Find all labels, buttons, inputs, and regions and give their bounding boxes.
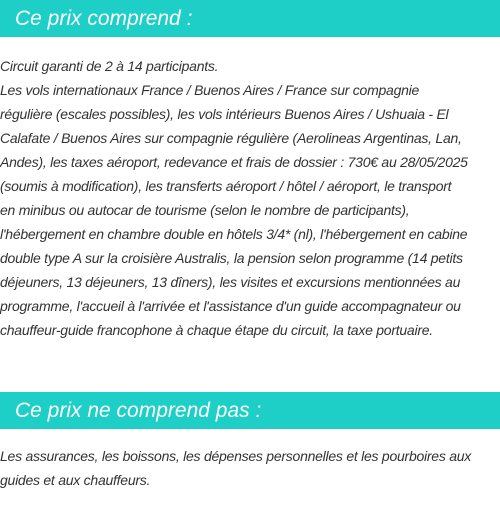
includes-line: programme, l'accueil à l'arrivée et l'assistance d'un guide accompagnateur ou <box>0 298 461 314</box>
includes-section-header <box>0 0 500 37</box>
excludes-heading: Ce prix ne comprend pas : <box>15 398 262 422</box>
includes-line: l'hébergement en chambre double en hôtels 3/4* (nl), l'hébergement en cabine <box>0 226 468 242</box>
includes-line: déjeuners, 13 déjeuners, 13 dîners), les visites et excursions mentionnées au <box>0 274 461 290</box>
includes-line: double type A sur la croisière Australis, la pension selon programme (14 petits <box>0 250 463 266</box>
excludes-section-header <box>0 392 500 429</box>
excludes-line: Les assurances, les boissons, les dépenses personnelles et les pourboires aux <box>0 448 472 464</box>
includes-heading: Ce prix comprend : <box>15 6 193 30</box>
includes-line: chauffeur-guide francophone à chaque étape du circuit, la taxe portuaire. <box>0 322 433 338</box>
excludes-line: guides et aux chauffeurs. <box>0 472 151 488</box>
includes-description <box>0 54 500 342</box>
includes-line: (soumis à modification), les transferts aéroport / hôtel / aéroport, le transport <box>0 178 452 194</box>
includes-line: régulière (escales possibles), les vols intérieurs Buenos Aires / Ushuaia - El <box>0 106 449 122</box>
includes-line: Circuit garanti de 2 à 14 participants. <box>0 58 219 74</box>
excludes-description <box>0 444 500 492</box>
includes-line: en minibus ou autocar de tourisme (selon le nombre de participants), <box>0 202 410 218</box>
includes-line: Les vols internationaux France / Buenos Aires / France sur compagnie <box>0 82 420 98</box>
includes-line: Calafate / Buenos Aires sur compagnie régulière (Aerolineas Argentinas, Lan, <box>0 130 462 146</box>
includes-line: Andes), les taxes aéroport, redevance et frais de dossier : 730€ au 28/05/2025 <box>0 154 468 170</box>
